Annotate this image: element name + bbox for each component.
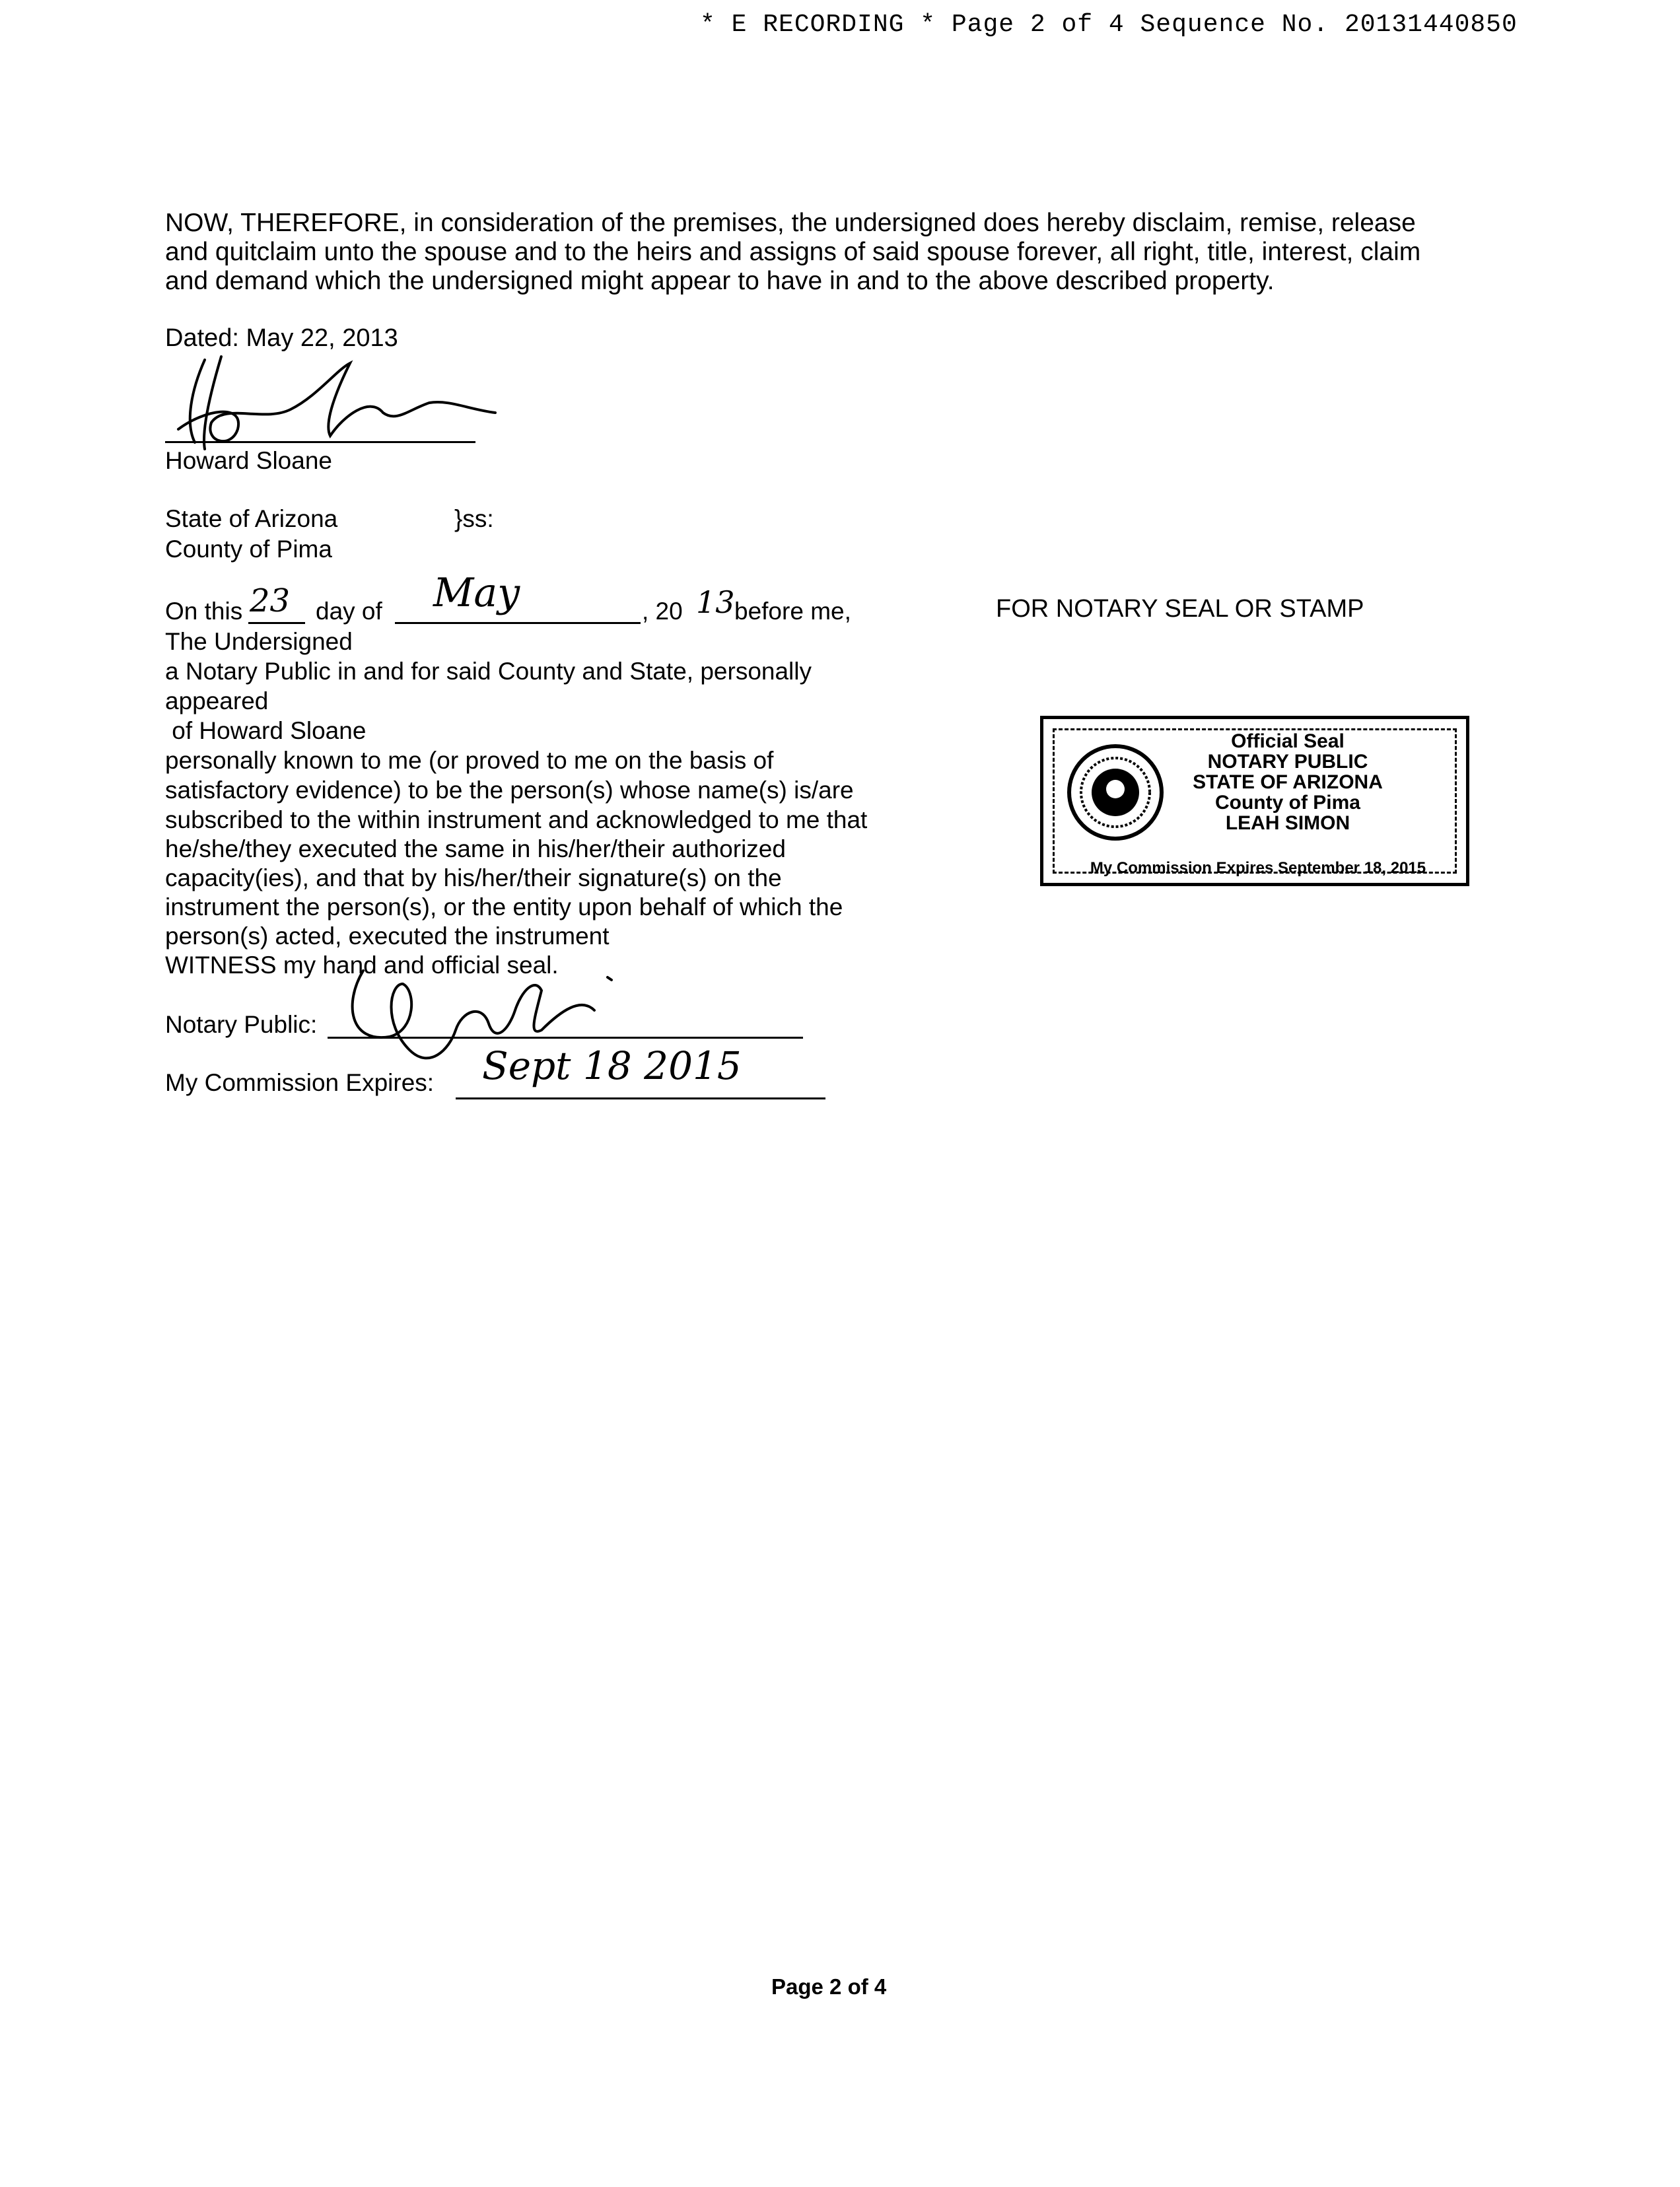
seal-line: NOTARY PUBLIC bbox=[1207, 751, 1368, 773]
month-blank-line bbox=[395, 622, 641, 624]
commission-blank-line bbox=[456, 1097, 825, 1099]
day-value: 23 bbox=[250, 582, 291, 619]
on-this-label: On this bbox=[165, 598, 243, 625]
ack-line: person(s) acted, executed the instrument bbox=[165, 922, 610, 950]
notary-public-label: Notary Public: bbox=[165, 1011, 318, 1038]
ack-line: WITNESS my hand and official seal. bbox=[165, 952, 559, 979]
signer-name: Howard Sloane bbox=[165, 447, 332, 474]
year-value: 13 bbox=[696, 584, 735, 620]
dated-line bbox=[165, 324, 398, 353]
ack-line: The Undersigned bbox=[165, 628, 353, 655]
signer-signature bbox=[165, 350, 508, 456]
notary-box-title: FOR NOTARY SEAL OR STAMP bbox=[996, 595, 1364, 623]
seal-line: County of Pima bbox=[1214, 792, 1360, 814]
paragraph-line: NOW, THEREFORE, in consideration of the premises, the undersigned does hereby disclaim, remise, release bbox=[165, 209, 1416, 237]
notary-signature-line bbox=[328, 1037, 803, 1039]
venue-ss: }ss: bbox=[454, 505, 494, 532]
paragraph-line: and demand which the undersigned might appear to have in and to the above described property. bbox=[165, 267, 1275, 295]
seal-line: LEAH SIMON bbox=[1225, 812, 1350, 834]
notary-seal-stamp bbox=[1040, 716, 1469, 886]
venue-state: State of Arizona bbox=[165, 505, 338, 532]
commission-label: My Commission Expires: bbox=[165, 1069, 435, 1096]
seal-line: Official Seal bbox=[1231, 730, 1345, 752]
release-paragraph bbox=[165, 209, 1486, 296]
ack-line: of Howard Sloane bbox=[165, 717, 367, 744]
signer-signature-line bbox=[165, 441, 475, 443]
seal-line: STATE OF ARIZONA bbox=[1193, 771, 1383, 793]
ack-line: satisfactory evidence) to be the person(s) whose name(s) is/are bbox=[165, 777, 854, 804]
dated-label: Dated: bbox=[165, 324, 239, 352]
month-value: May bbox=[433, 570, 520, 616]
ack-line: subscribed to the within instrument and acknowledged to me that bbox=[165, 806, 868, 833]
ack-line: capacity(ies), and that by his/her/their signature(s) on the bbox=[165, 864, 782, 891]
seal-commission-line: My Commission Expires September 18, 2015 bbox=[1090, 859, 1426, 877]
day-of-label: day of bbox=[316, 598, 382, 625]
before-me-label: before me, bbox=[734, 598, 851, 625]
seal-text-block bbox=[1169, 731, 1407, 833]
ack-line: appeared bbox=[165, 687, 269, 714]
paragraph-line: and quitclaim unto the spouse and to the heirs and assigns of said spouse forever, all right, title, interest, claim bbox=[165, 238, 1421, 266]
ack-line: instrument the person(s), or the entity upon behalf of which the bbox=[165, 893, 843, 920]
ack-line: a Notary Public in and for said County and State, personally bbox=[165, 658, 812, 685]
ack-line: personally known to me (or proved to me on the basis of bbox=[165, 747, 774, 774]
year-prefix: , 20 bbox=[642, 598, 683, 625]
venue-county: County of Pima bbox=[165, 536, 332, 563]
commission-value: Sept 18 2015 bbox=[482, 1043, 742, 1088]
recording-header: * E RECORDING * Page 2 of 4 Sequence No. 20131440850 bbox=[700, 11, 1518, 39]
ack-line: he/she/they executed the same in his/her/their authorized bbox=[165, 835, 786, 862]
dated-value: May 22, 2013 bbox=[246, 324, 398, 352]
day-blank-line bbox=[248, 622, 305, 624]
page-footer: Page 2 of 4 bbox=[771, 1974, 887, 1999]
state-seal-emblem bbox=[1066, 743, 1165, 842]
